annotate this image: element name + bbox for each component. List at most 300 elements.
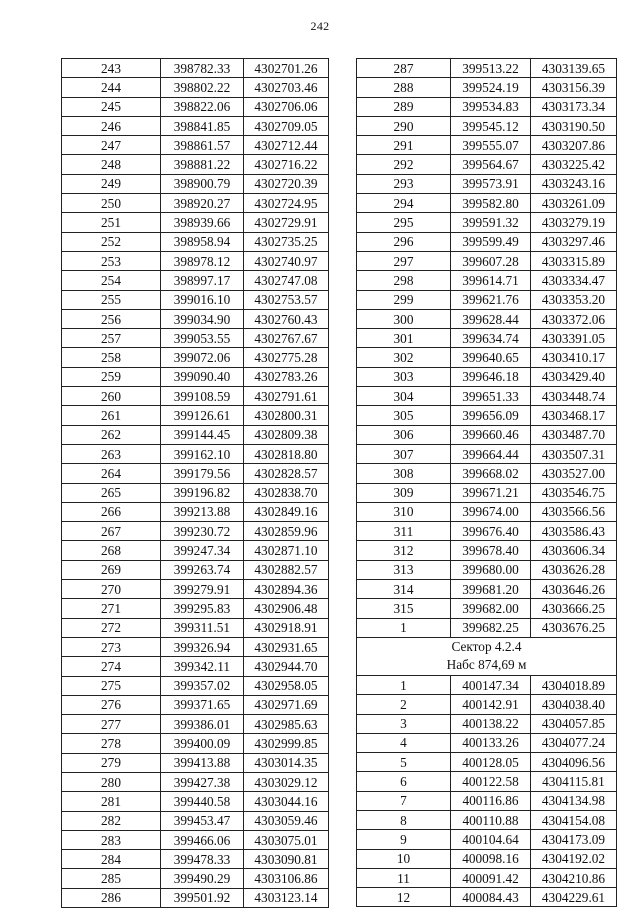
point-number-cell: 315	[357, 599, 451, 618]
point-number-cell: 298	[357, 271, 451, 290]
y-coordinate-cell: 4303507.31	[531, 444, 617, 463]
x-coordinate-cell: 399371.65	[161, 695, 244, 714]
point-number-cell: 306	[357, 425, 451, 444]
y-coordinate-cell: 4303156.39	[531, 78, 617, 97]
y-coordinate-cell: 4304077.24	[531, 733, 617, 752]
point-number-cell: 307	[357, 444, 451, 463]
y-coordinate-cell: 4302958.05	[244, 676, 329, 695]
section-title: Сектор 4.2.4	[451, 638, 522, 654]
x-coordinate-cell: 400142.91	[451, 695, 531, 714]
y-coordinate-cell: 4302791.61	[244, 387, 329, 406]
point-number-cell: 1	[357, 675, 451, 694]
x-coordinate-cell: 400104.64	[451, 830, 531, 849]
x-coordinate-cell: 399634.74	[451, 329, 531, 348]
table-row	[62, 850, 329, 869]
point-number-cell: 292	[357, 155, 451, 174]
y-coordinate-cell: 4303243.16	[531, 174, 617, 193]
y-coordinate-cell: 4302971.69	[244, 695, 329, 714]
table-row	[357, 464, 617, 483]
y-coordinate-cell: 4303261.09	[531, 194, 617, 213]
x-coordinate-cell: 400122.58	[451, 772, 531, 791]
x-coordinate-cell: 399682.00	[451, 599, 531, 618]
table-row	[62, 444, 329, 463]
y-coordinate-cell: 4304038.40	[531, 695, 617, 714]
point-number-cell: 275	[62, 676, 161, 695]
table-row	[62, 251, 329, 270]
y-coordinate-cell: 4302709.05	[244, 116, 329, 135]
table-row	[62, 213, 329, 232]
table-row	[357, 367, 617, 386]
point-number-cell: 313	[357, 560, 451, 579]
y-coordinate-cell: 4302944.70	[244, 657, 329, 676]
x-coordinate-cell: 398822.06	[161, 97, 244, 116]
table-row	[62, 97, 329, 116]
x-coordinate-cell: 400116.86	[451, 791, 531, 810]
coordinates-table-left	[61, 58, 329, 908]
table-row	[357, 580, 617, 599]
y-coordinate-cell: 4302838.70	[244, 483, 329, 502]
x-coordinate-cell: 399326.94	[161, 637, 244, 656]
x-coordinate-cell: 398841.85	[161, 116, 244, 135]
x-coordinate-cell: 399053.55	[161, 329, 244, 348]
x-coordinate-cell: 399413.88	[161, 753, 244, 772]
y-coordinate-cell: 4303014.35	[244, 753, 329, 772]
table-row	[357, 309, 617, 328]
x-coordinate-cell: 398920.27	[161, 194, 244, 213]
point-number-cell: 302	[357, 348, 451, 367]
point-number-cell: 300	[357, 309, 451, 328]
point-number-cell: 261	[62, 406, 161, 425]
point-number-cell: 5	[357, 753, 451, 772]
table-row	[357, 714, 617, 733]
y-coordinate-cell: 4303207.86	[531, 136, 617, 155]
table-row	[357, 251, 617, 270]
table-row	[357, 695, 617, 714]
point-number-cell: 263	[62, 444, 161, 463]
x-coordinate-cell: 398861.57	[161, 136, 244, 155]
x-coordinate-cell: 399090.40	[161, 367, 244, 386]
table-row	[357, 406, 617, 425]
x-coordinate-cell: 399196.82	[161, 483, 244, 502]
point-number-cell: 259	[62, 367, 161, 386]
point-number-cell: 279	[62, 753, 161, 772]
x-coordinate-cell: 399582.80	[451, 194, 531, 213]
point-number-cell: 243	[62, 59, 161, 78]
point-number-cell: 296	[357, 232, 451, 251]
x-coordinate-cell: 398900.79	[161, 174, 244, 193]
table-row	[62, 136, 329, 155]
y-coordinate-cell: 4302735.25	[244, 232, 329, 251]
table-row	[62, 792, 329, 811]
point-number-cell: 250	[62, 194, 161, 213]
y-coordinate-cell: 4302753.57	[244, 290, 329, 309]
table-row	[62, 464, 329, 483]
table-row	[357, 59, 617, 78]
x-coordinate-cell: 399591.32	[451, 213, 531, 232]
y-coordinate-cell: 4302724.95	[244, 194, 329, 213]
table-row	[62, 329, 329, 348]
y-coordinate-cell: 4302999.85	[244, 734, 329, 753]
x-coordinate-cell: 399427.38	[161, 772, 244, 791]
point-number-cell: 282	[62, 811, 161, 830]
x-coordinate-cell: 399524.19	[451, 78, 531, 97]
y-coordinate-cell: 4304134.98	[531, 791, 617, 810]
x-coordinate-cell: 399545.12	[451, 116, 531, 135]
x-coordinate-cell: 399640.65	[451, 348, 531, 367]
coordinates-table-right	[356, 58, 617, 907]
point-number-cell: 310	[357, 502, 451, 521]
y-coordinate-cell: 4304057.85	[531, 714, 617, 733]
point-number-cell: 288	[357, 78, 451, 97]
table-row	[357, 733, 617, 752]
x-coordinate-cell: 399534.83	[451, 97, 531, 116]
table-row	[62, 271, 329, 290]
y-coordinate-cell: 4302809.38	[244, 425, 329, 444]
table-row	[62, 888, 329, 907]
x-coordinate-cell: 399681.20	[451, 580, 531, 599]
y-coordinate-cell: 4303279.19	[531, 213, 617, 232]
table-row	[62, 715, 329, 734]
table-row	[357, 483, 617, 502]
y-coordinate-cell: 4304229.61	[531, 888, 617, 907]
y-coordinate-cell: 4303075.01	[244, 830, 329, 849]
table-row	[62, 560, 329, 579]
x-coordinate-cell: 399555.07	[451, 136, 531, 155]
x-coordinate-cell: 400128.05	[451, 753, 531, 772]
y-coordinate-cell: 4303029.12	[244, 772, 329, 791]
x-coordinate-cell: 399682.25	[451, 618, 531, 637]
table-row	[357, 174, 617, 193]
table-row	[357, 329, 617, 348]
x-coordinate-cell: 399599.49	[451, 232, 531, 251]
section-header-row	[357, 637, 617, 675]
y-coordinate-cell: 4304115.81	[531, 772, 617, 791]
x-coordinate-cell: 400091.42	[451, 868, 531, 887]
point-number-cell: 245	[62, 97, 161, 116]
table-row	[357, 444, 617, 463]
y-coordinate-cell: 4302706.06	[244, 97, 329, 116]
x-coordinate-cell: 399607.28	[451, 251, 531, 270]
table-row	[62, 580, 329, 599]
point-number-cell: 260	[62, 387, 161, 406]
y-coordinate-cell: 4303090.81	[244, 850, 329, 869]
x-coordinate-cell: 399656.09	[451, 406, 531, 425]
point-number-cell: 297	[357, 251, 451, 270]
point-number-cell: 264	[62, 464, 161, 483]
table-row	[357, 830, 617, 849]
x-coordinate-cell: 399664.44	[451, 444, 531, 463]
point-number-cell: 285	[62, 869, 161, 888]
x-coordinate-cell: 398782.33	[161, 59, 244, 78]
point-number-cell: 253	[62, 251, 161, 270]
x-coordinate-cell: 399144.45	[161, 425, 244, 444]
x-coordinate-cell: 399490.29	[161, 869, 244, 888]
point-number-cell: 308	[357, 464, 451, 483]
x-coordinate-cell: 400084.43	[451, 888, 531, 907]
point-number-cell: 247	[62, 136, 161, 155]
x-coordinate-cell: 399668.02	[451, 464, 531, 483]
table-row	[357, 78, 617, 97]
point-number-cell: 280	[62, 772, 161, 791]
y-coordinate-cell: 4303429.40	[531, 367, 617, 386]
y-coordinate-cell: 4302767.67	[244, 329, 329, 348]
y-coordinate-cell: 4303586.43	[531, 522, 617, 541]
table-row	[357, 522, 617, 541]
y-coordinate-cell: 4302701.26	[244, 59, 329, 78]
table-row	[357, 849, 617, 868]
section-header-cell	[357, 637, 617, 675]
y-coordinate-cell: 4302716.22	[244, 155, 329, 174]
y-coordinate-cell: 4303353.20	[531, 290, 617, 309]
y-coordinate-cell: 4302729.91	[244, 213, 329, 232]
point-number-cell: 267	[62, 522, 161, 541]
y-coordinate-cell: 4302775.28	[244, 348, 329, 367]
x-coordinate-cell: 399466.06	[161, 830, 244, 849]
table-row	[357, 290, 617, 309]
y-coordinate-cell: 4303297.46	[531, 232, 617, 251]
y-coordinate-cell: 4302703.46	[244, 78, 329, 97]
point-number-cell: 299	[357, 290, 451, 309]
y-coordinate-cell: 4303676.25	[531, 618, 617, 637]
y-coordinate-cell: 4303606.34	[531, 541, 617, 560]
y-coordinate-cell: 4302760.43	[244, 309, 329, 328]
table-row	[62, 116, 329, 135]
point-number-cell: 305	[357, 406, 451, 425]
x-coordinate-cell: 399453.47	[161, 811, 244, 830]
table-row	[357, 868, 617, 887]
point-number-cell: 12	[357, 888, 451, 907]
x-coordinate-cell: 399108.59	[161, 387, 244, 406]
x-coordinate-cell: 399501.92	[161, 888, 244, 907]
table-row	[62, 194, 329, 213]
point-number-cell: 1	[357, 618, 451, 637]
y-coordinate-cell: 4303468.17	[531, 406, 617, 425]
y-coordinate-cell: 4303448.74	[531, 387, 617, 406]
table-row	[62, 406, 329, 425]
x-coordinate-cell: 400133.26	[451, 733, 531, 752]
x-coordinate-cell: 399621.76	[451, 290, 531, 309]
point-number-cell: 2	[357, 695, 451, 714]
table-row	[62, 290, 329, 309]
y-coordinate-cell: 4303059.46	[244, 811, 329, 830]
y-coordinate-cell: 4302712.44	[244, 136, 329, 155]
x-coordinate-cell: 399573.91	[451, 174, 531, 193]
y-coordinate-cell: 4304018.89	[531, 675, 617, 694]
table-row	[62, 811, 329, 830]
y-coordinate-cell: 4303315.89	[531, 251, 617, 270]
y-coordinate-cell: 4302720.39	[244, 174, 329, 193]
x-coordinate-cell: 399072.06	[161, 348, 244, 367]
table-row	[62, 830, 329, 849]
x-coordinate-cell: 399016.10	[161, 290, 244, 309]
x-coordinate-cell: 399651.33	[451, 387, 531, 406]
table-row	[62, 753, 329, 772]
x-coordinate-cell: 399674.00	[451, 502, 531, 521]
y-coordinate-cell: 4303626.28	[531, 560, 617, 579]
y-coordinate-cell: 4302931.65	[244, 637, 329, 656]
x-coordinate-cell: 399295.83	[161, 599, 244, 618]
table-row	[62, 348, 329, 367]
table-row	[357, 810, 617, 829]
y-coordinate-cell: 4303546.75	[531, 483, 617, 502]
table-row	[62, 367, 329, 386]
y-coordinate-cell: 4302828.57	[244, 464, 329, 483]
y-coordinate-cell: 4302985.63	[244, 715, 329, 734]
table-row	[357, 232, 617, 251]
x-coordinate-cell: 399478.33	[161, 850, 244, 869]
y-coordinate-cell: 4303391.05	[531, 329, 617, 348]
y-coordinate-cell: 4302918.91	[244, 618, 329, 637]
point-number-cell: 248	[62, 155, 161, 174]
point-number-cell: 312	[357, 541, 451, 560]
point-number-cell: 251	[62, 213, 161, 232]
x-coordinate-cell: 399126.61	[161, 406, 244, 425]
table-row	[62, 59, 329, 78]
x-coordinate-cell: 398978.12	[161, 251, 244, 270]
y-coordinate-cell: 4302906.48	[244, 599, 329, 618]
x-coordinate-cell: 399680.00	[451, 560, 531, 579]
y-coordinate-cell: 4302859.96	[244, 522, 329, 541]
y-coordinate-cell: 4302747.08	[244, 271, 329, 290]
point-number-cell: 254	[62, 271, 161, 290]
point-number-cell: 304	[357, 387, 451, 406]
table-row	[357, 425, 617, 444]
x-coordinate-cell: 399279.91	[161, 580, 244, 599]
x-coordinate-cell: 399676.40	[451, 522, 531, 541]
y-coordinate-cell: 4302894.36	[244, 580, 329, 599]
point-number-cell: 286	[62, 888, 161, 907]
point-number-cell: 3	[357, 714, 451, 733]
table-row	[62, 869, 329, 888]
page-number: 242	[310, 19, 330, 33]
y-coordinate-cell: 4302849.16	[244, 502, 329, 521]
point-number-cell: 10	[357, 849, 451, 868]
table-row	[62, 676, 329, 695]
point-number-cell: 290	[357, 116, 451, 135]
point-number-cell: 269	[62, 560, 161, 579]
point-number-cell: 295	[357, 213, 451, 232]
y-coordinate-cell: 4303139.65	[531, 59, 617, 78]
x-coordinate-cell: 399342.11	[161, 657, 244, 676]
point-number-cell: 289	[357, 97, 451, 116]
y-coordinate-cell: 4303646.26	[531, 580, 617, 599]
x-coordinate-cell: 398802.22	[161, 78, 244, 97]
point-number-cell: 287	[357, 59, 451, 78]
point-number-cell: 262	[62, 425, 161, 444]
table-row	[62, 772, 329, 791]
table-row	[357, 791, 617, 810]
point-number-cell: 9	[357, 830, 451, 849]
x-coordinate-cell: 399034.90	[161, 309, 244, 328]
point-number-cell: 249	[62, 174, 161, 193]
x-coordinate-cell: 399440.58	[161, 792, 244, 811]
y-coordinate-cell: 4303173.34	[531, 97, 617, 116]
x-coordinate-cell: 398881.22	[161, 155, 244, 174]
x-coordinate-cell: 399564.67	[451, 155, 531, 174]
x-coordinate-cell: 399162.10	[161, 444, 244, 463]
point-number-cell: 8	[357, 810, 451, 829]
point-number-cell: 274	[62, 657, 161, 676]
x-coordinate-cell: 398997.17	[161, 271, 244, 290]
table-row	[62, 522, 329, 541]
point-number-cell: 277	[62, 715, 161, 734]
x-coordinate-cell: 399628.44	[451, 309, 531, 328]
y-coordinate-cell: 4303106.86	[244, 869, 329, 888]
table-row	[62, 78, 329, 97]
point-number-cell: 244	[62, 78, 161, 97]
x-coordinate-cell: 400110.88	[451, 810, 531, 829]
y-coordinate-cell: 4303527.00	[531, 464, 617, 483]
point-number-cell: 293	[357, 174, 451, 193]
y-coordinate-cell: 4304210.86	[531, 868, 617, 887]
table-row	[357, 348, 617, 367]
point-number-cell: 283	[62, 830, 161, 849]
x-coordinate-cell: 399213.88	[161, 502, 244, 521]
table-row	[62, 657, 329, 676]
point-number-cell: 303	[357, 367, 451, 386]
point-number-cell: 272	[62, 618, 161, 637]
y-coordinate-cell: 4302871.10	[244, 541, 329, 560]
y-coordinate-cell: 4302882.57	[244, 560, 329, 579]
point-number-cell: 284	[62, 850, 161, 869]
table-row	[62, 155, 329, 174]
table-row	[62, 541, 329, 560]
point-number-cell: 270	[62, 580, 161, 599]
point-number-cell: 278	[62, 734, 161, 753]
x-coordinate-cell: 399513.22	[451, 59, 531, 78]
x-coordinate-cell: 399614.71	[451, 271, 531, 290]
table-row	[357, 387, 617, 406]
table-row	[62, 637, 329, 656]
table-row	[62, 695, 329, 714]
table-row	[62, 483, 329, 502]
table-row	[62, 425, 329, 444]
table-row	[62, 599, 329, 618]
point-number-cell: 11	[357, 868, 451, 887]
table-row	[62, 502, 329, 521]
y-coordinate-cell: 4304173.09	[531, 830, 617, 849]
x-coordinate-cell: 400138.22	[451, 714, 531, 733]
y-coordinate-cell: 4303225.42	[531, 155, 617, 174]
x-coordinate-cell: 399311.51	[161, 618, 244, 637]
table-row	[62, 618, 329, 637]
table-row	[357, 888, 617, 907]
x-coordinate-cell: 398958.94	[161, 232, 244, 251]
y-coordinate-cell: 4303566.56	[531, 502, 617, 521]
x-coordinate-cell: 399263.74	[161, 560, 244, 579]
y-coordinate-cell: 4304154.08	[531, 810, 617, 829]
table-row	[357, 271, 617, 290]
point-number-cell: 258	[62, 348, 161, 367]
table-row	[357, 541, 617, 560]
point-number-cell: 314	[357, 580, 451, 599]
point-number-cell: 268	[62, 541, 161, 560]
point-number-cell: 252	[62, 232, 161, 251]
table-row	[357, 97, 617, 116]
y-coordinate-cell: 4302783.26	[244, 367, 329, 386]
y-coordinate-cell: 4303372.06	[531, 309, 617, 328]
y-coordinate-cell: 4303044.16	[244, 792, 329, 811]
y-coordinate-cell: 4303334.47	[531, 271, 617, 290]
y-coordinate-cell: 4302740.97	[244, 251, 329, 270]
y-coordinate-cell: 4302818.80	[244, 444, 329, 463]
table-row	[357, 213, 617, 232]
x-coordinate-cell: 399400.09	[161, 734, 244, 753]
point-number-cell: 257	[62, 329, 161, 348]
y-coordinate-cell: 4303190.50	[531, 116, 617, 135]
table-row	[62, 734, 329, 753]
point-number-cell: 294	[357, 194, 451, 213]
